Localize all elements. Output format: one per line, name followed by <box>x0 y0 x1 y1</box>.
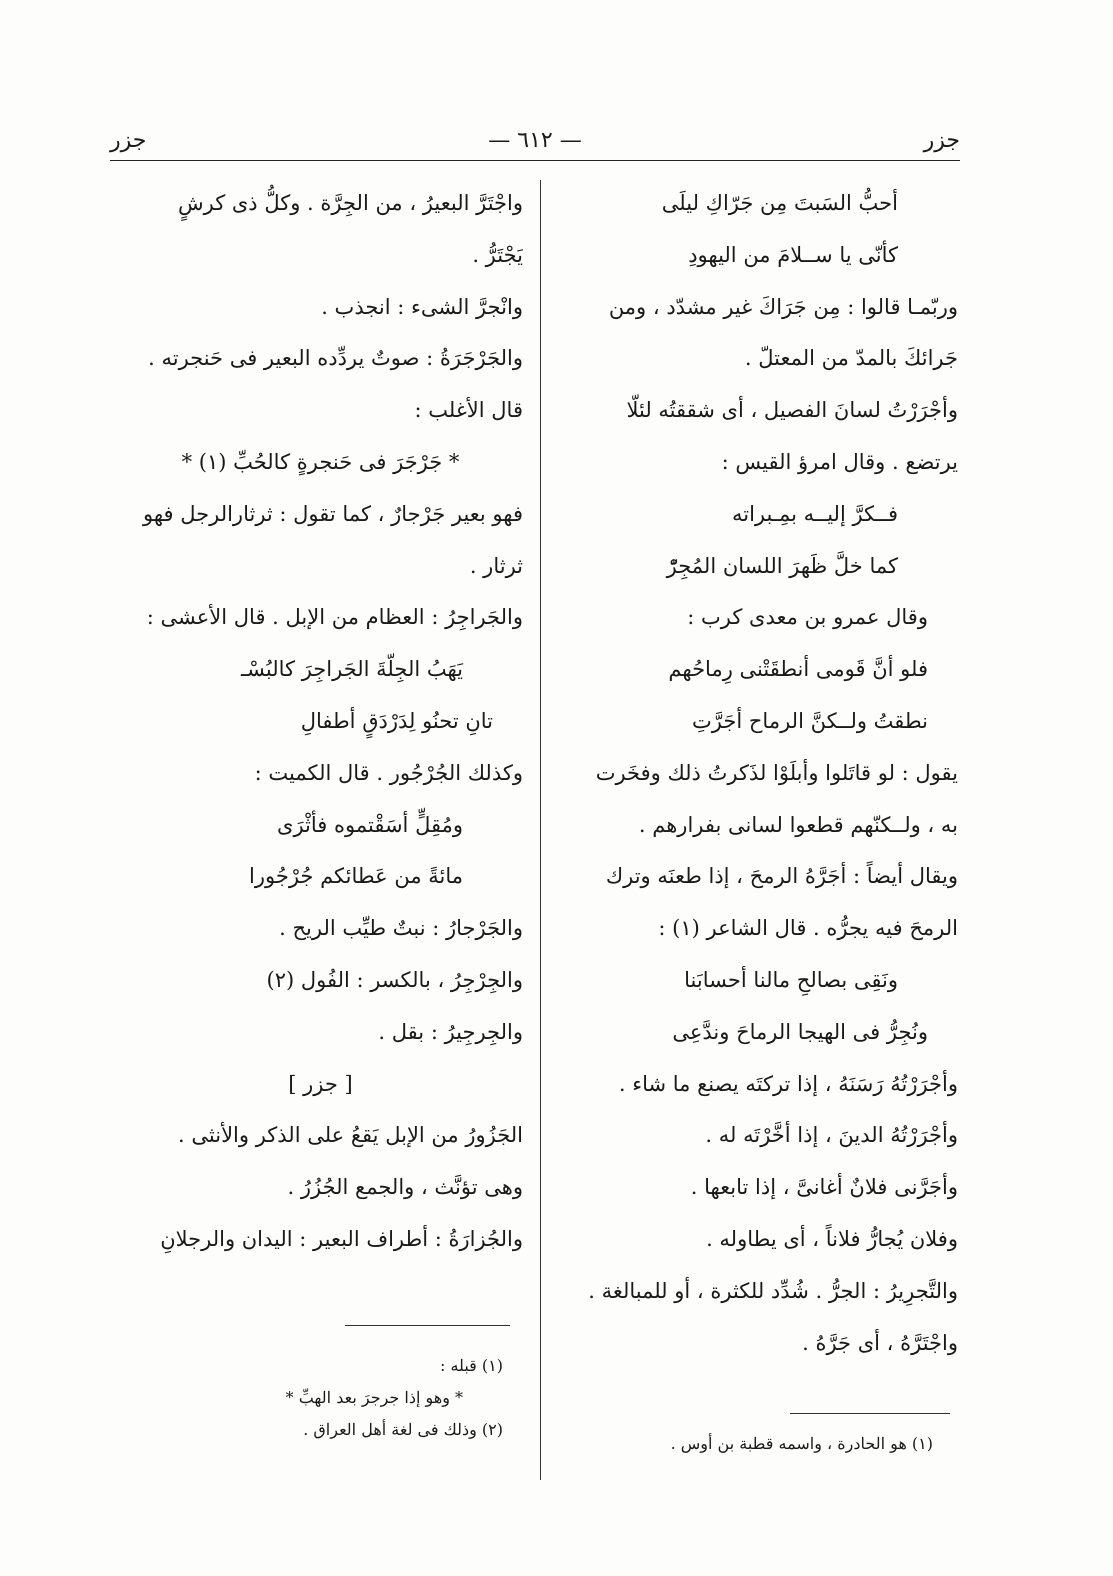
text-line: والجَرْجارُ : نبتٌ طيِّب الريح . <box>279 916 523 941</box>
text-line: وقال عمرو بن معدى كرب : <box>687 605 928 630</box>
header-rule <box>110 160 960 161</box>
text-line: فــكرَّ إليــه بمِـبراته <box>731 501 898 526</box>
text-line: والجِرْجِرُ ، بالكسر : الفُول (٢) <box>266 967 523 992</box>
footnote: * وهو إذا جرجرَ بعد الهبِّ * <box>285 1388 463 1407</box>
text-line: كأنّى يا ســلامَ من اليهودِ <box>688 242 898 267</box>
text-line: الجَزُورُ من الإبل يَقعُ على الذكر والأنثى . <box>178 1123 523 1148</box>
text-line: والجُزارَةُ : أطراف البعير : اليدان والرجلانِ <box>160 1226 523 1251</box>
text-line: فهو بعير جَرْجارٌ ، كما تقول : ثرثارالرجل فهو <box>142 501 523 526</box>
text-line: وانْجرَّ الشىء : انجذب . <box>321 294 523 319</box>
text-line: ويقال أيضاً : أجَرَّهُ الرمحَ ، إذا طعنَه وترك <box>605 864 958 889</box>
text-line: ثرثار . <box>469 553 523 578</box>
footnote: (١) قبله : <box>440 1356 503 1375</box>
text-line: يَجْتَرُّ . <box>472 242 523 267</box>
text-line: وأجْرَرْتُهُ الدينَ ، إذا أخَّرْتَه له . <box>705 1123 958 1148</box>
text-line: وأجْرَرْتُهُ رَسَنَهُ ، إذا تركتَه يصنع ما شاء . <box>618 1071 958 1096</box>
text-line: جَرائكَ بالمدّ من المعتلّ . <box>744 346 958 371</box>
text-line: وأجْرَرْتُ لسانَ الفصيل ، أى شققتُه لئلّا <box>626 398 958 423</box>
text-line: والتَّجرِيرُ : الجرُّ . شُدِّد للكثرة ، أو للمبالغة . <box>588 1278 958 1303</box>
footnotes-left <box>286 1350 503 1446</box>
text-line: نطقتُ ولــكنَّ الرماح أجَرَّتِ <box>692 708 928 733</box>
footnote-rule-right <box>790 1413 950 1414</box>
text-line: * جَرْجَرَ فى حَنجرةٍ كالحُبِّ (١) * <box>181 449 460 474</box>
text-line: تانِ تحنُو لِدَرْدَقٍ أطفالِ <box>300 708 493 733</box>
text-line: وأجَرَّنى فلانٌ أغانىَّ ، إذا تابعها . <box>690 1175 958 1200</box>
text-line: واجْتَرَّ البعيرُ ، من الجِرَّة . وكلُّ ذى كرشٍ <box>177 191 523 215</box>
text-line: يَهَبُ الجِلّةَ الجَراجِرَ كالبُسْـ <box>241 657 463 682</box>
text-line: ونُجِرُّ فى الهيجا الرماحَ وندَّعِى <box>672 1019 928 1044</box>
column-divider <box>540 180 541 1480</box>
footnote-rule-left <box>345 1325 510 1326</box>
text-line: والجِرجِيرُ : بقل . <box>378 1019 523 1044</box>
entry-heading: [ جزر ] <box>288 1071 353 1096</box>
text-line: وكذلك الجُرْجُور . قال الكميت : <box>254 760 523 785</box>
running-headword-right: جزر <box>923 128 960 153</box>
footnote: (٢) وذلك فى لغة أهل العراق . <box>303 1420 503 1439</box>
text-line: يرتضع . وقال امرؤ القيس : <box>721 449 958 474</box>
page-header <box>110 128 960 158</box>
left-column <box>118 178 523 1266</box>
text-line: والجَراجِرُ : العظام من الإبل . قال الأعشى : <box>146 605 523 630</box>
footnote: (١) هو الحادرة ، واسمه قطبة بن أوس . <box>670 1434 933 1453</box>
text-line: يقول : لو قاتَلوا وأبلَوْا لذَكرتُ ذلك وفخَرت <box>595 760 958 785</box>
text-line: والجَرْجَرَةُ : صوتٌ يردِّده البعير فى حَنجرته . <box>148 346 523 371</box>
text-line: الرمحَ فيه يجرُّه . قال الشاعر (١) : <box>658 916 958 941</box>
text-line: أحبُّ السَبتَ مِن جَرّاكِ ليلَى <box>661 191 898 215</box>
text-line: كما خلَّ ظَهرَ اللسان المُجِرّْ <box>666 553 898 578</box>
text-line: مائةً من عَطائكم جُرْجُورا <box>249 864 463 889</box>
text-line: ومُقِلٍّ أسَقْتموه فأثْرَى <box>277 812 463 837</box>
right-column <box>558 178 958 1369</box>
text-line: واجْتَرَّهُ ، أى جَرَّهُ . <box>802 1330 958 1355</box>
page-number: — ٦١٢ — <box>488 128 582 153</box>
running-headword-left: جزر <box>110 128 147 153</box>
text-line: قال الأغلب : <box>414 398 523 423</box>
footnotes-right <box>671 1428 933 1460</box>
text-line: وهى تؤنَّث ، والجمع الجُزُرُ . <box>287 1175 523 1200</box>
text-line: وربّمـا قالوا : مِن جَرَاكَ غير مشدّد ، ومن <box>608 294 958 319</box>
text-line: ونَقِى بصالحِ مالنا أحسابَنا <box>684 967 898 992</box>
text-line: وفلان يُجارُّ فلاناً ، أى يطاوله . <box>706 1226 958 1251</box>
text-line: فلو أنَّ قَومى أنطقَتْنى رِماحُهم <box>668 657 928 682</box>
text-line: به ، ولــكنّهم قطعوا لسانى بفرارهم . <box>638 812 958 837</box>
